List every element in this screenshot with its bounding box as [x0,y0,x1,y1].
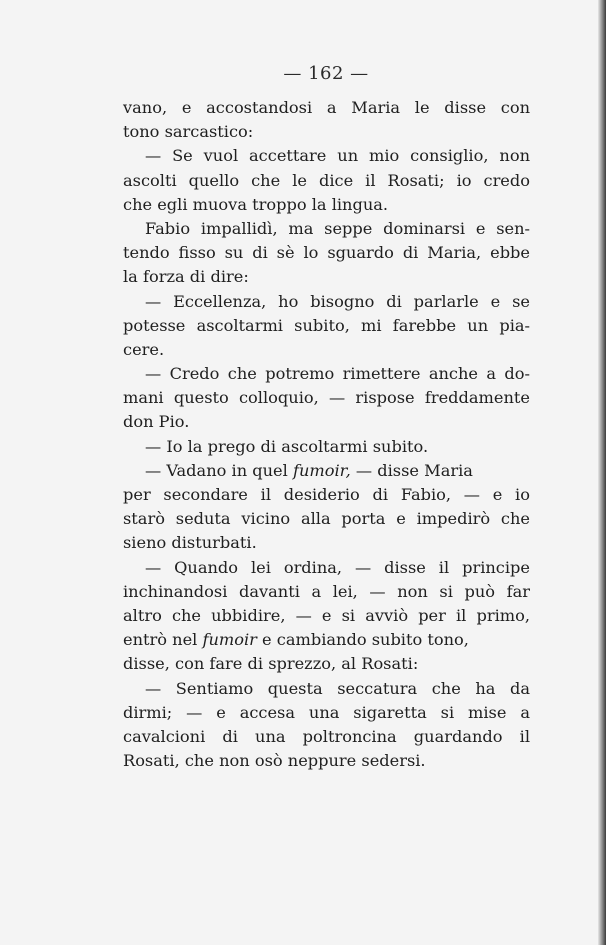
text-line: sieno disturbati. [123,533,257,553]
page-spine-edge [598,0,606,945]
text-line: potesse ascoltarmi subito, mi farebbe un pia- [123,315,530,335]
text-line: cere. [123,339,165,359]
page-number: — 162 — [283,63,369,84]
text-line: tono sarcastico: [123,122,254,142]
text-segment: e cambiando subito tono, [256,630,469,650]
text-line: inchinandosi davanti a lei, — non si può far [123,581,530,601]
text-segment: entrò nel [123,630,203,650]
text-line: ascolti quello che le dice il Rosati; io credo [123,170,530,190]
text-line: — Credo che potremo rimettere anche a do- [145,364,530,384]
text-line: starò seduta vicino alla porta e impedirò che [123,509,530,529]
text-segment: — disse Maria [350,460,473,480]
italic-word: fumoir [202,630,257,650]
text-line: don Pio. [123,412,190,432]
text-segment: — Vadano in quel [145,460,293,480]
text-line: la forza di dire: [123,267,249,287]
text-line: dirmi; — e accesa una sigaretta si mise a [123,702,530,722]
text-line [123,628,530,652]
text-line: — Eccellenza, ho bisogno di parlarle e se [145,291,530,311]
text-line: — Se vuol accettare un mio consiglio, non [145,146,530,166]
text-line: vano, e accostandosi a Maria le disse con [123,98,530,117]
text-line: — Sentiamo questa seccatura che ha da [145,678,530,698]
text-line: Rosati, che non osò neppure sedersi. [123,751,426,771]
body-text [123,96,530,773]
text-line: tendo fisso su di sè lo sguardo di Maria, ebbe [123,243,530,263]
text-line: altro che ubbidire, — e si avviò per il primo, [123,605,530,625]
text-line: — Quando lei ordina, — disse il principe [145,557,530,577]
text-line: — Io la prego di ascoltarmi subito. [145,436,429,456]
text-line: Fabio impallidì, ma seppe dominarsi e sen- [145,218,530,238]
text-line: per secondare il desiderio di Fabio, — e io [123,485,530,504]
text-line: cavalcioni di una poltroncina guardando il [123,726,530,746]
text-line [123,459,530,483]
text-line: disse, con fare di sprezzo, al Rosati: [123,654,419,674]
text-line: che egli muova troppo la lingua. [123,194,389,214]
text-line: mani questo colloquio, — rispose freddamente [123,388,530,408]
italic-word: fumoir, [292,460,351,480]
